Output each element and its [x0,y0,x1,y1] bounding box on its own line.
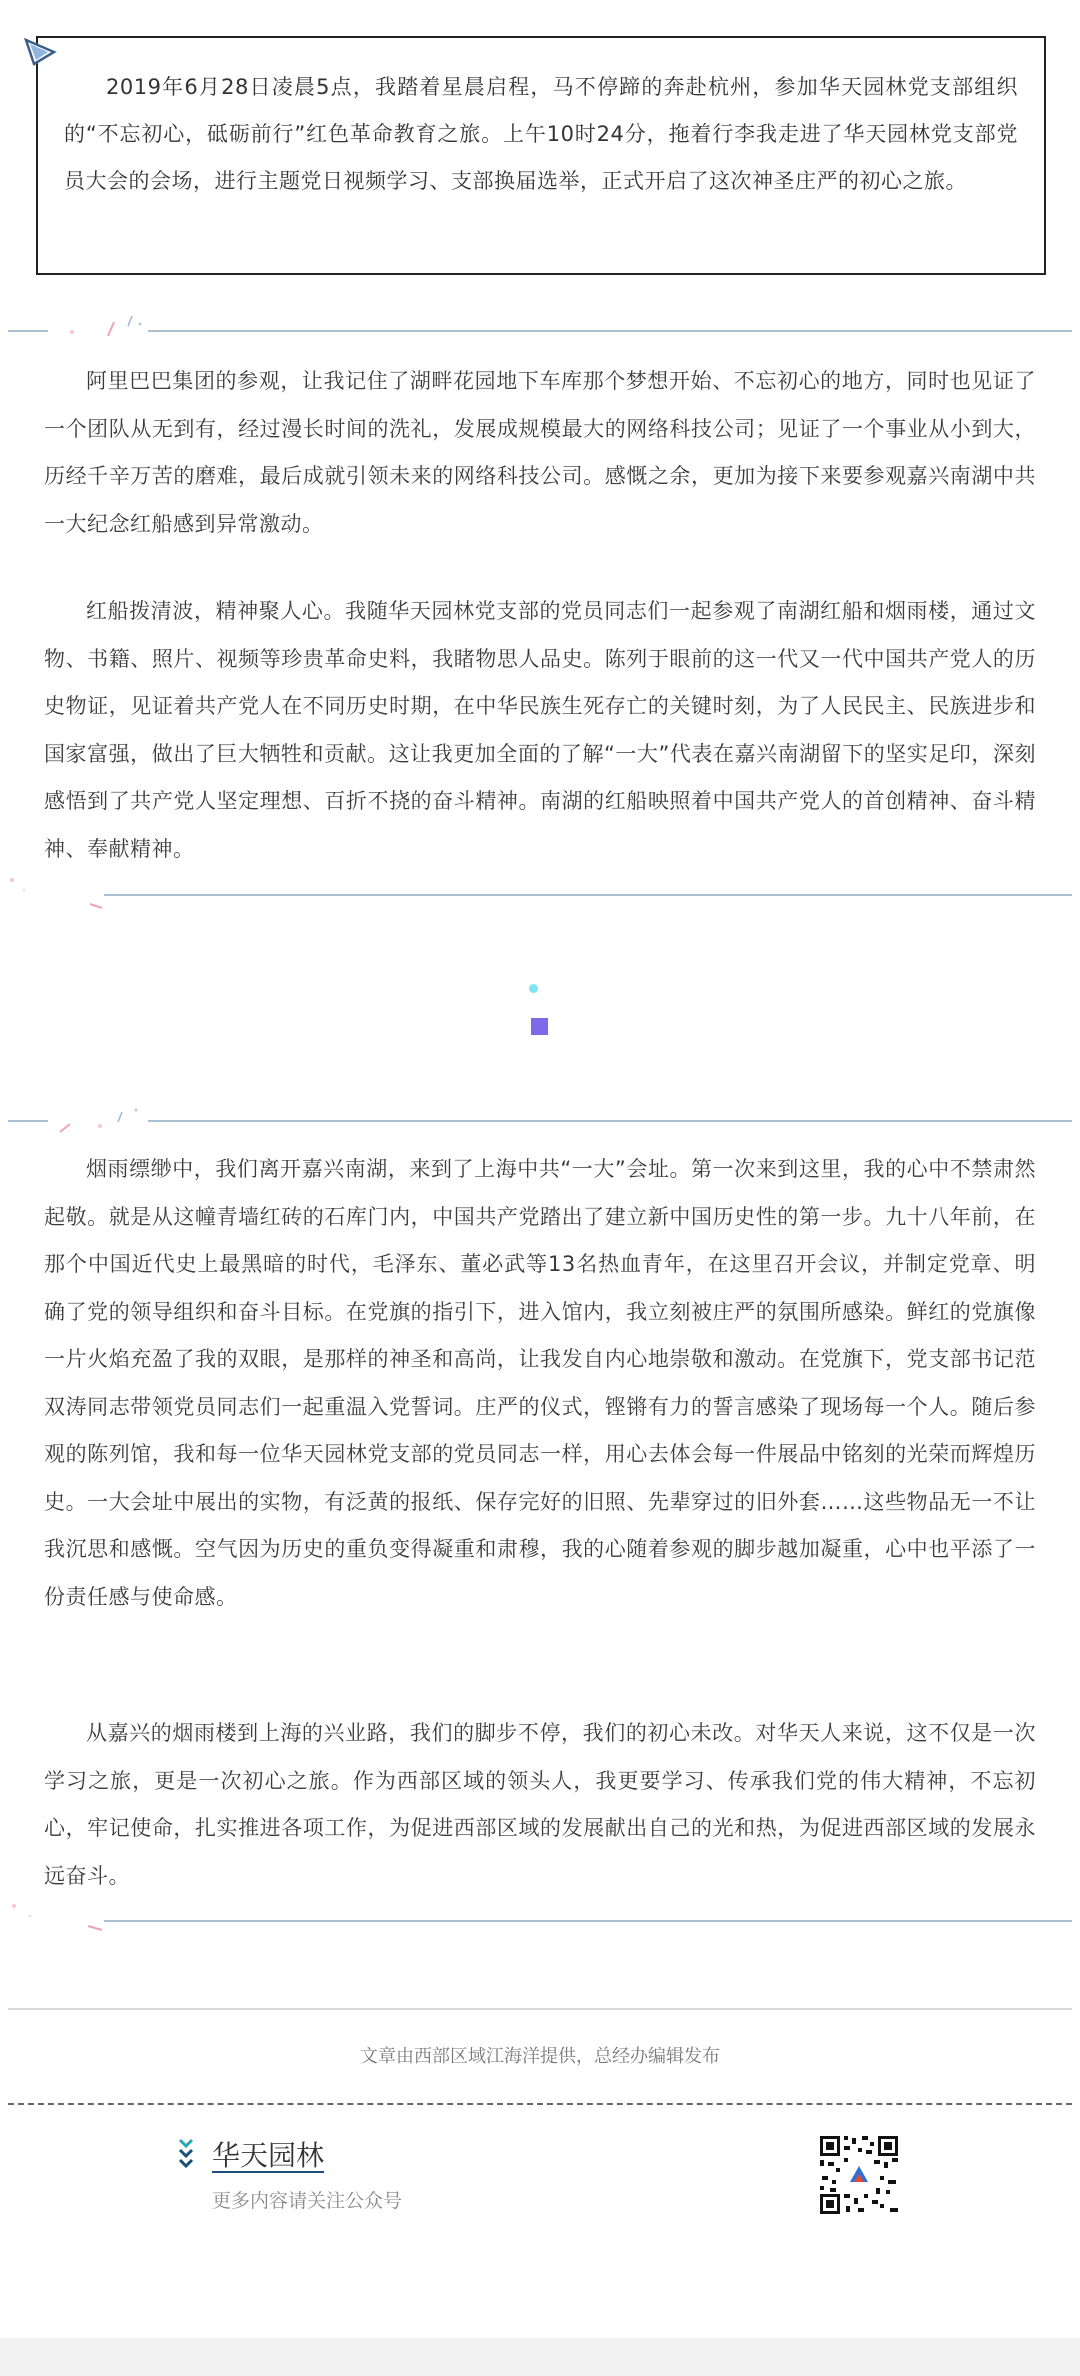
body-paragraph: 从嘉兴的烟雨楼到上海的兴业路，我们的脚步不停，我们的初心未改。对华天人来说，这不仅是一次学习之旅，更是一次初心之旅。作为西部区域的领头人，我更要学习、传承我们党的伟大精神，不忘初心，牢记使命，扎实推进各项工作，为促进西部区域的发展献出自己的光和热，为促进西部区域的发展永远奋斗。 [44,1721,1036,1888]
brand-block[interactable] [178,2134,478,2224]
brand-subtitle: 更多内容请关注公众号 [212,2190,403,2212]
sparkle-decoration-icon [52,310,146,350]
footer-rule [8,2008,1072,2010]
bottom-band [0,2338,1080,2376]
dashed-rule [8,2103,1072,2105]
intro-box [36,36,1046,275]
section-divider [0,1100,1080,1140]
qr-code-icon[interactable] [818,2134,900,2216]
intro-paragraph: 2019年6月28日凌晨5点，我踏着星晨启程，马不停蹄的奔赴杭州，参加华天园林党支部组织的“不忘初心，砥砺前行”红色革命教育之旅。上午10时24分，拖着行李我走进了华天园林党支部党员大会的会场，进行主题党日视频学习、支部换届选举，正式开启了这次神圣庄严的初心之旅。 [64,75,1018,193]
body-paragraph: 红船拨清波，精神聚人心。我随华天园林党支部的党员同志们一起参观了南湖红船和烟雨楼，通过文物、书籍、照片、视频等珍贵革命史料，我睹物思人品史。陈列于眼前的这一代又一代中国共产党人的历史物证，见证着共产党人在不同历史时期，在中华民族生死存亡的关键时刻，为了人民民主、民族进步和国家富强，做出了巨大牺牲和贡献。这让我更加全面的了解“一大”代表在嘉兴南湖留下的坚实足印，深刻感悟到了共产党人坚定理想、百折不挠的奋斗精神。南湖的红船映照着中国共产党人的首创精神、奋斗精神、奉献精神。 [44,599,1036,861]
sparkle-decoration-icon [0,872,110,912]
sparkle-decoration-icon [50,1100,146,1140]
body-paragraph: 阿里巴巴集团的参观，让我记住了湖畔花园地下车库那个梦想开始、不忘初心的地方，同时也见证了一个团队从无到有，经过漫长时间的洗礼，发展成规模最大的网络科技公司；见证了一个事业从小到大，历经千辛万苦的磨难，最后成就引领未来的网络科技公司。感慨之余，更加为接下来要参观嘉兴南湖中共一大纪念红船感到异常激动。 [44,369,1036,536]
chevron-stack-icon [178,2136,194,2172]
decorative-dot [529,984,538,993]
brand-name: 华天园林 [212,2139,325,2172]
sparkle-decoration-icon [0,1896,110,1936]
section-divider [0,872,1080,912]
body-paragraph: 烟雨缥缈中，我们离开嘉兴南湖，来到了上海中共“一大”会址。第一次来到这里，我的心中不禁肃然起敬。就是从这幢青墙红砖的石库门内，中国共产党踏出了建立新中国历史性的第一步。九十八年前，在那个中国近代史上最黑暗的时代，毛泽东、董必武等13名热血青年，在这里召开会议，并制定党章、明确了党的领导组织和奋斗目标。在党旗的指引下，进入馆内，我立刻被庄严的氛围所感染。鲜红的党旗像一片火焰充盈了我的双眼，是那样的神圣和高尚，让我发自内心地崇敬和激动。在党旗下，党支部书记范双涛同志带领党员同志们一起重温入党誓词。庄严的仪式，铿锵有力的誓言感染了现场每一个人。随后参观的陈列馆，我和每一位华天园林党支部的党员同志一样，用心去体会每一件展品中铭刻的光荣而辉煌历史。一大会址中展出的实物，有泛黄的报纸、保存完好的旧照、先辈穿过的旧外套……这些物品无一不让我沉思和感慨。空气因为历史的重负变得凝重和肃穆，我的心随着参观的脚步越加凝重，心中也平添了一份责任感与使命感。 [44,1157,1036,1609]
triangle-corner-icon [22,34,58,70]
decorative-square [531,1018,548,1035]
article-credit: 文章由西部区域江海洋提供，总经办编辑发布 [360,2046,720,2067]
section-divider [0,310,1080,350]
section-divider [0,1896,1080,1936]
